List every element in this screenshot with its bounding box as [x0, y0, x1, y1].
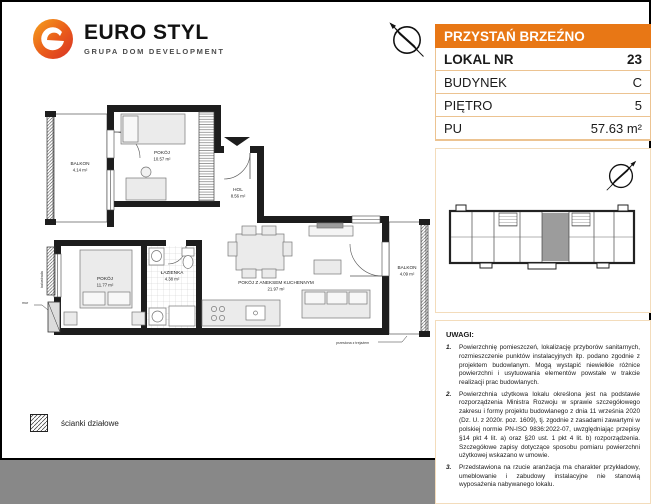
svg-text:21.97 m²: 21.97 m²	[267, 286, 285, 292]
svg-text:8.56 m²: 8.56 m²	[230, 193, 246, 199]
balustrade-label: balustrada	[40, 271, 44, 288]
row-value: 57.63 m²	[590, 120, 642, 136]
partition-wall-swatch	[30, 414, 48, 432]
svg-text:BALKON: BALKON	[70, 161, 90, 166]
table-row-pu	[436, 117, 650, 140]
notes-panel	[435, 320, 651, 504]
svg-text:POKÓJ: POKÓJ	[97, 276, 113, 281]
row-value: 23	[626, 51, 642, 67]
svg-text:11.77 m²: 11.77 m²	[96, 282, 114, 288]
legend-label: ścianki działowe	[61, 418, 119, 428]
balcony-top-left	[45, 111, 107, 225]
svg-text:POKÓJ: POKÓJ	[154, 150, 170, 155]
table-row-lokal	[436, 48, 650, 71]
legend	[30, 414, 119, 432]
eurostyl-logo-icon	[32, 18, 74, 60]
svg-text:POKÓJ Z ANEKSEM KUCHENNYM: POKÓJ Z ANEKSEM KUCHENNYM	[238, 280, 314, 285]
row-value: 5	[634, 97, 642, 113]
floor-plan-drawing	[14, 92, 438, 348]
svg-text:4.14 m²: 4.14 m²	[72, 167, 88, 173]
row-label: BUDYNEK	[444, 74, 507, 90]
table-row-pietro	[436, 94, 650, 117]
row-label: PIĘTRO	[444, 97, 493, 113]
logo-brand: EURO STYL	[84, 21, 209, 44]
svg-text:HOL: HOL	[233, 187, 243, 192]
notes-title: UWAGI:	[446, 330, 474, 339]
note-item: 2. Powierzchnia użytkowa lokalu określona jest na podstawie rozporządzenia Ministra Rozwoju w sprawie szczegółowego zakresu i formy projektu budowlanego z dnia 11 września 2020 (Dz. U. z 2020r. poz. 1609), tj. zgodnie z zasadami zawartymi w polskiej normie PN-ISO 9836:2022-07, uwzględniając przepisy §14 pkt 4 lit. a) oraz §20 ust. 1 pkt 4 lit. b) rozporządzenia. Szczegółowe zapisy dotyczące sposobu pomiaru powierzchni użytkowej wskazano w umowie.	[446, 390, 640, 460]
highlighted-unit	[542, 213, 569, 261]
svg-text:BALKON: BALKON	[397, 265, 417, 270]
building-locator-panel	[435, 148, 651, 313]
screen-label: przesłona z trejażem	[336, 341, 370, 345]
unit-info-table	[435, 48, 651, 141]
row-value: C	[632, 74, 642, 90]
svg-text:ŁAZIENKA: ŁAZIENKA	[160, 270, 184, 275]
svg-text:4.09 m²: 4.09 m²	[399, 271, 415, 277]
table-row-budynek	[436, 71, 650, 94]
project-name-header: PRZYSTAŃ BRZEŹNO	[435, 24, 651, 48]
note-item: 1. Powierzchnię pomieszczeń, lokalizację przyborów sanitarnych, rozmieszczenie punktów instalacyjnych itp. podano zgodnie z projektem budowlanym. Mogą wystąpić niewielkie różnice powierzchni i usytuowania elementów powstałe w trakcie realizacji prac budowlanych.	[446, 344, 640, 387]
building-floor-overview	[442, 189, 642, 284]
wall-stub-label: mur	[22, 301, 29, 305]
north-arrow-icon	[385, 18, 429, 62]
eurostyl-logo	[32, 18, 225, 60]
logo-subtitle: GRUPA DOM DEVELOPMENT	[84, 47, 225, 56]
notes-list	[446, 344, 640, 490]
row-label: LOKAL NR	[444, 51, 514, 67]
note-item: 3. Przedstawiona na rzucie aranżacja ma charakter przykładowy, umeblowanie i zabudowy instalacyjne nie stanowią wyposażenia nabywanego lokalu.	[446, 463, 640, 489]
row-label: PU	[444, 120, 463, 136]
svg-text:10.57 m²: 10.57 m²	[153, 156, 171, 162]
balustrade-hatch	[47, 247, 55, 295]
balcony-right	[389, 219, 430, 337]
info-column	[435, 24, 651, 504]
svg-text:4.38 m²: 4.38 m²	[164, 276, 180, 282]
